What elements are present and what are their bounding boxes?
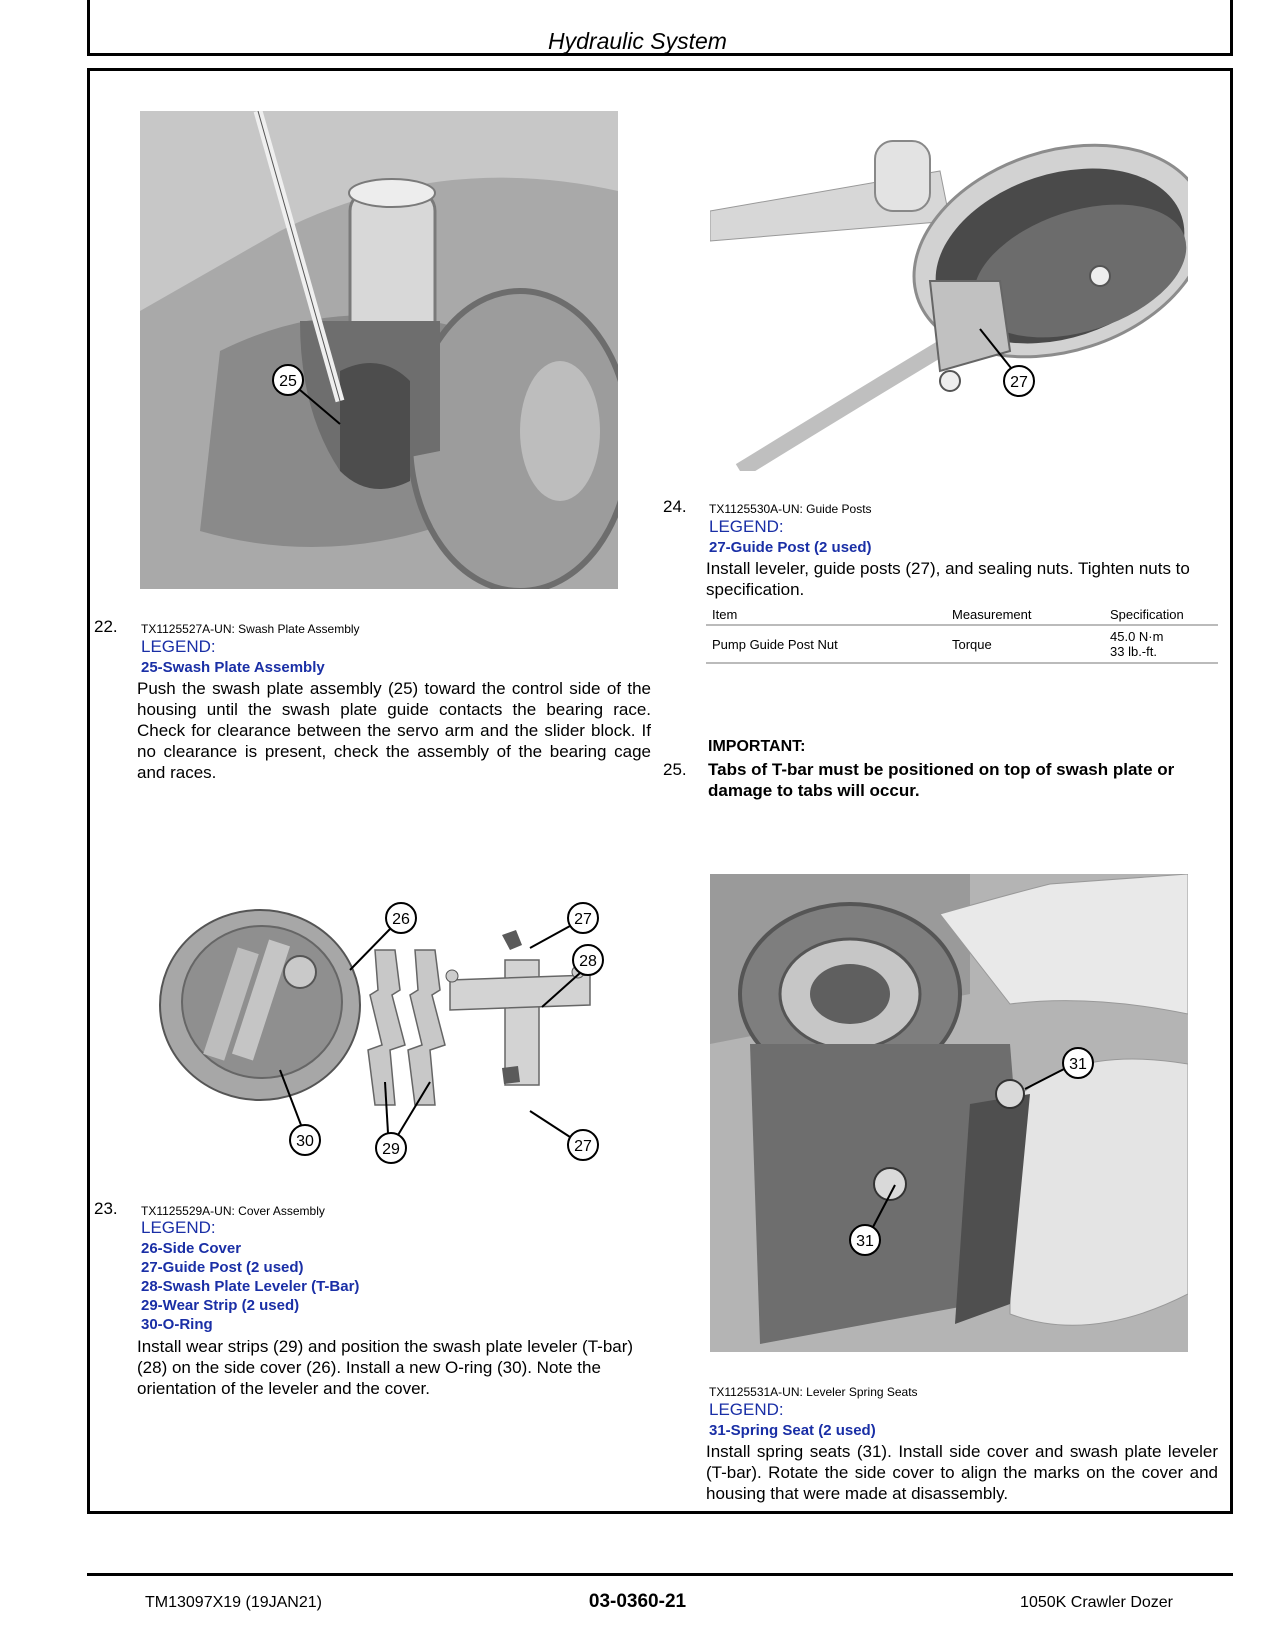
legend-label-24: LEGEND: (709, 517, 784, 536)
table-row (706, 625, 1218, 663)
callout-31-bottom (845, 1180, 905, 1260)
figure-caption-24: TX1125530A-UN: Guide Posts (709, 502, 872, 516)
swash-plate-photo (140, 111, 618, 589)
step-number-25: 25. (663, 760, 687, 779)
step-number-22: 22. (94, 617, 118, 636)
specification-table (706, 605, 1218, 664)
step-24-instructions: Install leveler, guide posts (27), and sealing nuts. Tighten nuts to specification. (706, 559, 1190, 599)
svg-text:27: 27 (574, 911, 592, 928)
leveler-spring-seats-photo (710, 874, 1188, 1352)
page-title: Hydraulic System (548, 28, 727, 54)
table-header: Measurement (946, 605, 1104, 625)
legend-item: 30-O-Ring (141, 1316, 213, 1333)
legend-label-25: LEGEND: (709, 1400, 784, 1419)
table-cell: Torque (946, 625, 1104, 663)
svg-text:30: 30 (296, 1133, 314, 1150)
figure-caption-23: TX1125529A-UN: Cover Assembly (141, 1204, 325, 1218)
legend-item: 27-Guide Post (2 used) (709, 539, 872, 556)
important-warning: Tabs of T-bar must be positioned on top of swash plate or damage to tabs will occur. (708, 760, 1175, 800)
svg-text:31: 31 (1069, 1056, 1087, 1073)
legend-label-23: LEGEND: (141, 1218, 216, 1237)
spec-metric: 45.0 N·m (1110, 629, 1164, 644)
legend-item: 25-Swash Plate Assembly (141, 659, 325, 676)
svg-text:27: 27 (574, 1138, 592, 1155)
footer-page-number: 03-0360-21 (588, 1591, 687, 1612)
callout-31-top (1020, 1045, 1100, 1100)
step-number-23: 23. (94, 1199, 118, 1218)
svg-text:27: 27 (1010, 374, 1028, 391)
svg-text:31: 31 (856, 1233, 874, 1250)
figure-caption-25: TX1125531A-UN: Leveler Spring Seats (709, 1385, 918, 1399)
step-23-instructions: Install wear strips (29) and position the swash plate leveler (T-bar) (28) on the side cover (26). Install a new O-ring (30). Note the orientation of the leveler and the cover. (137, 1337, 634, 1398)
step-25-instructions: Install spring seats (31). Install side cover and swash plate leveler (T-bar). Rotate the side cover to align the marks on the cover and housing that were made at disassembly. (706, 1442, 1218, 1503)
legend-item: 29-Wear Strip (2 used) (141, 1297, 300, 1314)
footer-rule (87, 1573, 1233, 1576)
legend-item: 27-Guide Post (2 used) (141, 1259, 304, 1276)
legend-item: 31-Spring Seat (2 used) (709, 1422, 876, 1439)
callout-26 (340, 900, 420, 980)
svg-text:26: 26 (392, 911, 410, 928)
svg-text:29: 29 (382, 1141, 400, 1158)
legend-item: 26-Side Cover (141, 1240, 242, 1257)
table-header: Item (706, 605, 946, 625)
svg-text:28: 28 (579, 953, 597, 970)
step-22-instructions: Push the swash plate assembly (25) toward the control side of the housing until the swash plate guide contacts the bearing race. Check for clearance between the servo arm and the slider block. If no clearance is present, check the assembly of the bearing cage and races. (137, 679, 651, 782)
table-cell (1104, 625, 1218, 663)
callout-25 (270, 362, 350, 432)
svg-text:25: 25 (279, 373, 297, 390)
table-cell: Pump Guide Post Nut (706, 625, 946, 663)
table-header: Specification (1104, 605, 1218, 625)
spec-imperial: 33 lb.-ft. (1110, 644, 1157, 659)
footer-machine-name: 1050K Crawler Dozer (1020, 1594, 1173, 1611)
table-header-row (706, 605, 1218, 625)
guide-posts-photo (710, 131, 1188, 471)
legend-label-22: LEGEND: (141, 637, 216, 656)
step-number-24: 24. (663, 497, 687, 516)
callout-30 (275, 1060, 335, 1160)
legend-item: 28-Swash Plate Leveler (T-Bar) (141, 1278, 360, 1295)
important-label: IMPORTANT: (708, 738, 806, 755)
figure-caption-22: TX1125527A-UN: Swash Plate Assembly (141, 622, 360, 636)
callout-27 (975, 325, 1035, 400)
callout-28 (530, 942, 620, 1012)
callout-27-bottom (520, 1105, 610, 1165)
callout-29 (370, 1080, 450, 1170)
footer-manual-id: TM13097X19 (19JAN21) (145, 1594, 322, 1611)
